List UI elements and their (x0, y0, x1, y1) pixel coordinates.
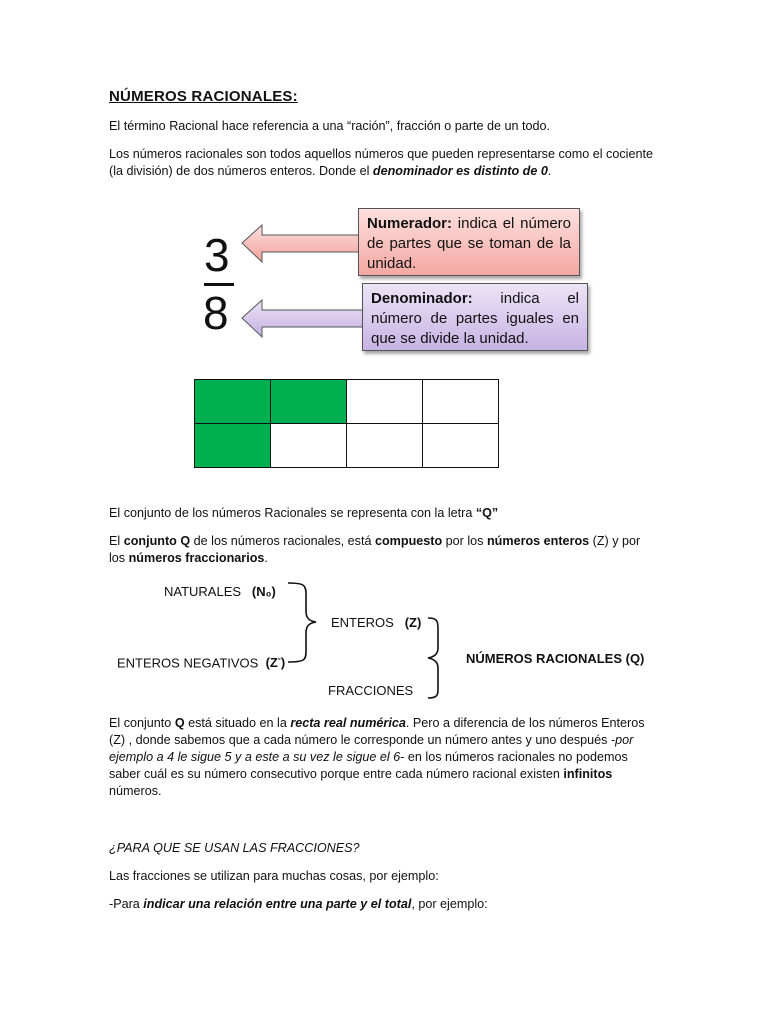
text-run: . (547, 164, 552, 178)
emphasis-denominator: denominador es distinto de 0 (372, 164, 548, 178)
text-run: El (109, 534, 124, 548)
question-heading: ¿PARA QUE SE USAN LAS FRACCIONES? (109, 841, 360, 855)
paragraph-definition: El término Racional hace referencia a una “ración”, fracción o parte de un todo. (109, 119, 551, 133)
callout-denominator-text: indica el número de partes iguales en que se divide la unidad. (371, 290, 579, 347)
symbol-naturales: (N₀) (251, 584, 276, 599)
text-run: . (264, 551, 268, 565)
text-run: - en los números racionales no podemos saber cuál es su número consecutivo porque entre cada número racional existen (109, 750, 628, 781)
text-run: Los números racionales son todos aquellos números que pueden representarse como el cociente (la división) de dos números enteros. Donde el (109, 147, 653, 178)
symbol-enteros: (Z) (404, 615, 422, 630)
text-run: por los (442, 534, 487, 548)
superscript-minus: - (277, 654, 281, 664)
text-run: -Para (109, 897, 144, 911)
paragraph-uses: Las fracciones se utilizan para muchas cosas, por ejemplo: (109, 869, 439, 883)
bold-run: compuesto (374, 534, 443, 548)
label-fracciones: FRACCIONES (328, 683, 414, 698)
text-run: . Pero a diferencia de los números Enteros (Z) , donde sabemos que a cada número le corresponde un número antes y uno después - (109, 716, 645, 747)
brace-enteros (288, 583, 316, 662)
text-run: está situado en la (184, 716, 291, 730)
paragraph-number-line (109, 715, 657, 800)
emphasis-run: recta real numérica (290, 716, 406, 730)
page-title: NÚMEROS RACIONALES: (109, 88, 298, 105)
letter-q: “Q” (475, 506, 499, 520)
text-run: ENTEROS NEGATIVOS (117, 655, 259, 671)
emphasis-run: indicar una relación entre una parte y el total (143, 897, 412, 911)
text-run: El conjunto (109, 716, 175, 730)
text-run: números. (109, 784, 162, 798)
text-run: de los números racionales, está (190, 534, 375, 548)
text-run: , por ejemplo: (411, 897, 488, 911)
bold-run: números fraccionarios (128, 551, 265, 565)
text-run: NATURALES (164, 584, 242, 599)
bold-run: infinitos (563, 767, 613, 781)
fraction-denominator: 8 (203, 287, 229, 339)
bold-run: Q (174, 716, 185, 730)
callout-numerator-text: indica el número de partes que se toman de la unidad. (367, 215, 571, 272)
label-numeros-racionales: NÚMEROS RACIONALES (Q) (466, 651, 645, 666)
brace-racionales (428, 618, 438, 698)
bold-run: conjunto Q (123, 534, 191, 548)
symbol-z: (Z (265, 655, 278, 671)
italic-run: por ejemplo a 4 le sigue 5 y a este a su vez le sigue el 6 (109, 733, 634, 764)
paragraph-relation (109, 896, 657, 913)
text-run: (Z) y por los (109, 534, 641, 565)
text-run: ENTEROS (331, 615, 394, 630)
symbol-close: ) (280, 655, 286, 671)
bold-run: números enteros (486, 534, 590, 548)
callout-numerator-label: Numerador: (367, 215, 453, 232)
callout-denominator-label: Denominador: (371, 290, 473, 307)
fraction-numerator: 3 (204, 229, 230, 281)
text-run: El conjunto de los números Racionales se representa con la letra (109, 506, 476, 520)
